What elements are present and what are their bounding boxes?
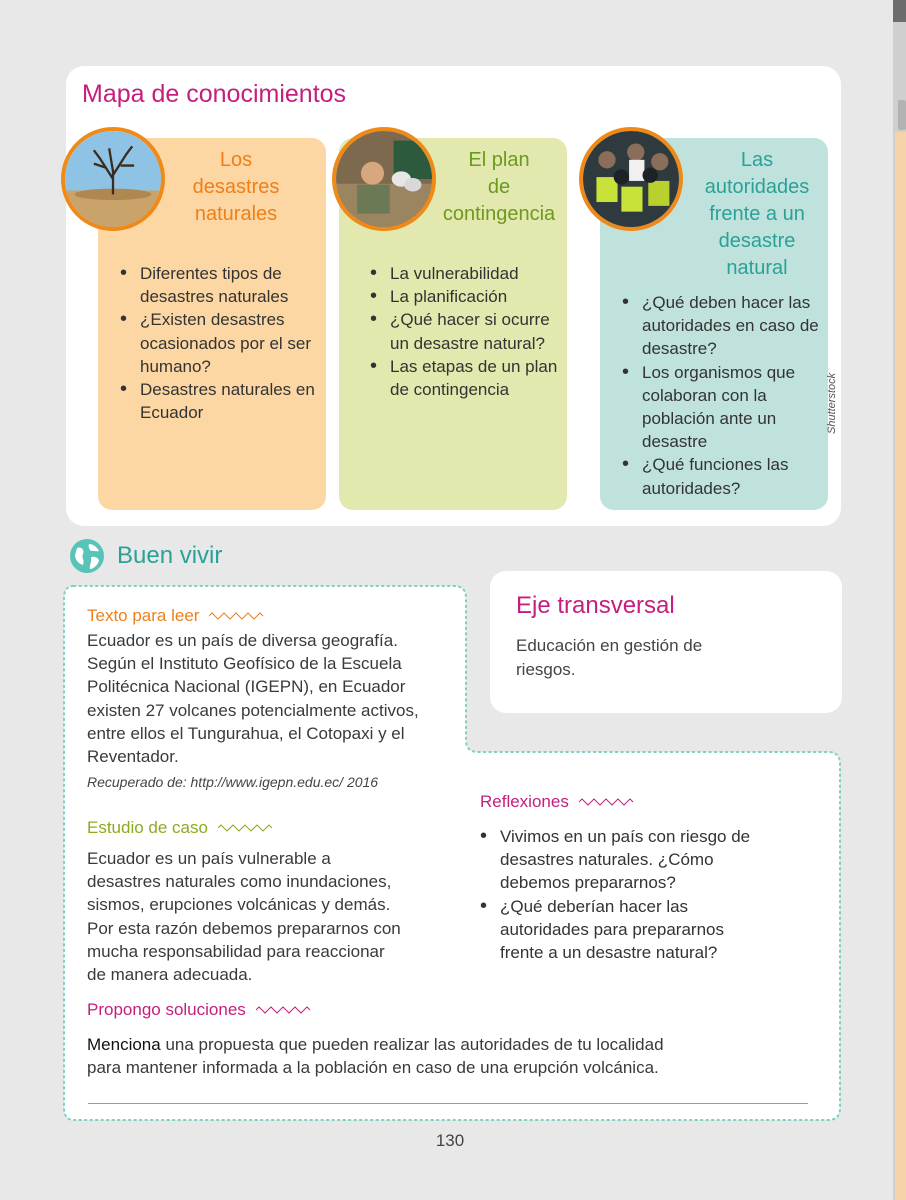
heading-label: Estudio de caso <box>87 818 208 837</box>
instruction-text: una propuesta que pueden realizar las autoridades de tu localidad para mantener informada a la población en caso de una erupción volcánica. <box>87 1035 664 1078</box>
zigzag-ornament <box>209 612 265 620</box>
texto-para-leer-body: Ecuador es un país de diversa geografía. Según el Instituto Geofísico de la Escuela Politécnica Nacional (IGEPN), en Ecuador existen 27 volcanes potencialmente activos, entre ellos el Tungurahua, el Cotopaxi y el Reventador. <box>87 631 419 767</box>
source-citation: Recuperado de: http://www.igepn.edu.ec/ 2016 <box>87 774 379 790</box>
propongo-soluciones-heading <box>87 1000 312 1020</box>
list-item: • La planificación <box>368 285 568 308</box>
title-line: Los <box>219 149 253 171</box>
heading-label: Reflexiones <box>480 792 569 811</box>
list-item: • ¿Existen desastres ocasionados por el ser humano? <box>118 308 318 378</box>
title-line: desastres <box>192 176 280 198</box>
list-item: • Las etapas de un plan de contingencia <box>368 355 568 401</box>
title-line: desastre <box>718 230 796 252</box>
title-line: naturales <box>194 203 278 225</box>
authorities-list <box>620 291 830 500</box>
instruction-verb: Menciona <box>87 1035 161 1054</box>
title-line: autoridades <box>704 176 810 198</box>
list-item: • Los organismos que colaboran con la población ante un desastre <box>620 361 830 454</box>
zigzag-ornament <box>218 824 274 832</box>
page-edge-mark <box>898 100 906 130</box>
globe-icon <box>69 538 105 574</box>
texto-para-leer-heading <box>87 606 265 626</box>
heading-label: Propongo soluciones <box>87 1000 246 1019</box>
list-item: • ¿Qué hacer si ocurre un desastre natural? <box>368 308 568 354</box>
eje-transversal-text: Educación en gestión de riesgos. <box>516 636 703 679</box>
zigzag-ornament <box>579 798 635 806</box>
buen-vivir-title: Buen vivir <box>117 542 223 569</box>
chapter-tab <box>895 132 906 1200</box>
column-title-authorities <box>682 147 832 282</box>
title-line: contingencia <box>442 203 556 225</box>
natural-disasters-list <box>118 262 318 424</box>
list-item: • Diferentes tipos de desastres naturales <box>118 262 318 308</box>
eje-transversal-title: Eje transversal <box>516 592 675 619</box>
heading-label: Texto para leer <box>87 606 200 625</box>
column-title-natural-disasters <box>166 147 306 228</box>
dry-tree-photo <box>61 127 165 231</box>
page-number: 130 <box>435 1131 465 1150</box>
contingency-plan-list <box>368 262 568 401</box>
photo-credit: Shutterstock <box>826 372 838 434</box>
list-item: • La vulnerabilidad <box>368 262 568 285</box>
estudio-de-caso-body: Ecuador es un país vulnerable a desastres naturales como inundaciones, sismos, erupciones volcánicas y demás. Por esta razón debemos prepararnos con mucha responsabilidad para reaccionar de manera adecuada. <box>87 849 401 985</box>
column-title-contingency-plan <box>432 147 566 228</box>
title-line: natural <box>726 257 788 279</box>
flood-rescue-photo <box>332 127 436 231</box>
list-item: • Vivimos en un país con riesgo de desastres naturales. ¿Cómo debemos prepararnos? <box>478 825 768 895</box>
authorities-crowd-photo <box>579 127 683 231</box>
list-item: • ¿Qué funciones las autoridades? <box>620 453 830 499</box>
propongo-soluciones-body <box>87 1033 697 1079</box>
list-item: • ¿Qué deben hacer las autoridades en caso de desastre? <box>620 291 830 361</box>
reflexiones-heading <box>480 792 635 812</box>
title-line: Las <box>740 149 774 171</box>
page-edge-cap <box>893 0 906 22</box>
reflexiones-list <box>478 825 768 964</box>
list-item: • ¿Qué deberían hacer las autoridades para prepararnos frente a un desastre natural? <box>478 895 768 965</box>
title-line: frente a un <box>709 203 805 225</box>
list-item: • Desastres naturales en Ecuador <box>118 378 318 424</box>
title-line: El plan <box>468 149 530 171</box>
estudio-de-caso-heading <box>87 818 274 838</box>
title-line: de <box>487 176 511 198</box>
zigzag-ornament <box>256 1006 312 1014</box>
answer-line <box>88 1103 808 1104</box>
knowledge-map-title: Mapa de conocimientos <box>82 80 347 108</box>
